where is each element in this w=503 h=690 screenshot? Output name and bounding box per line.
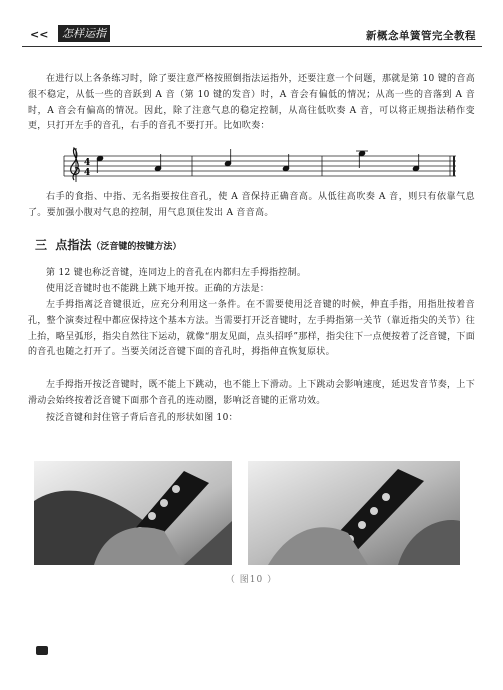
section-number: 三	[35, 238, 48, 252]
page-number-mark	[36, 646, 48, 655]
time-signature-bottom: 4	[84, 168, 91, 178]
chapter-label: 怎样运指	[58, 25, 110, 42]
section-subtitle: （泛音键的按键方法）	[91, 242, 182, 252]
section-heading	[35, 236, 181, 253]
photo-back-hole-covered	[248, 461, 460, 565]
back-arrows: <<	[30, 28, 49, 41]
figure-caption: （ 图10 ）	[225, 575, 278, 585]
section-paragraph-5: 按泛音键和封住管子背后音孔的形状如图 10：	[46, 413, 238, 423]
page-header	[22, 24, 482, 47]
treble-clef-icon	[71, 148, 79, 182]
section-paragraph-1: 第 12 键也称泛音键，连同边上的音孔在内都归左手拇指控制。	[46, 268, 307, 278]
second-paragraph: 右手的食指、中指、无名指要按住音孔，使 A 音保持正确音高。从低往高吹奏 A 音，则只有依靠气息了。要加强小腹对气息的控制，用气息顶住发出 A 音音高。	[28, 192, 475, 218]
section-paragraph-2: 使用泛音键时也不能跳上跳下地开按。正确的方法是：	[46, 284, 270, 294]
photo-thumb-on-register-key	[34, 461, 232, 565]
section-title: 点指法	[55, 238, 92, 252]
section-paragraph-3: 左手拇指离泛音键很近，应充分利用这一条件。在不需要使用泛音键的时候，伸直手指，用指肚按着音孔，整个演奏过程中都应保持这个基本方法。当需要打开泛音键时，左手拇指第一关节（靠近指尖的关节）往上抬，略呈弧形，指尖自然往下运动，就像“朋友见面，点头招呼”那样，指尖往下一点便按着了泛音键，下面的音孔也随之打开了。当要关闭泛音键下面的音孔时，拇指伸直恢复原状。	[28, 300, 475, 358]
book-title: 新概念单簧管完全教程	[366, 30, 476, 42]
music-staff	[60, 144, 460, 188]
intro-paragraph: 在进行以上各条练习时，除了要注意严格按照倒指法运指外，还要注意一个问题，那就是第 10 键的音高很不稳定，从低一些的音跃到 A 音（第 10 键的发音）时，A 音会有偏低的情况；从高一些的音落到 A 音时，A 音会有偏高的情况。因此，除了注意气息的稳定控制，从高往低吹奏 A 音，可以将正规指法稍作变更，只打开左手的音孔，右手的音孔不要打开。比如吹奏：	[28, 74, 475, 132]
section-paragraph-4: 左手拇指开按泛音键时，既不能上下跳动，也不能上下滑动。上下跳动会影响速度，延迟发音节奏，上下滑动会始终按着泛音键下面那个音孔的连动圈，影响泛音键的正常功效。	[28, 380, 475, 406]
time-signature-top: 4	[84, 158, 91, 168]
